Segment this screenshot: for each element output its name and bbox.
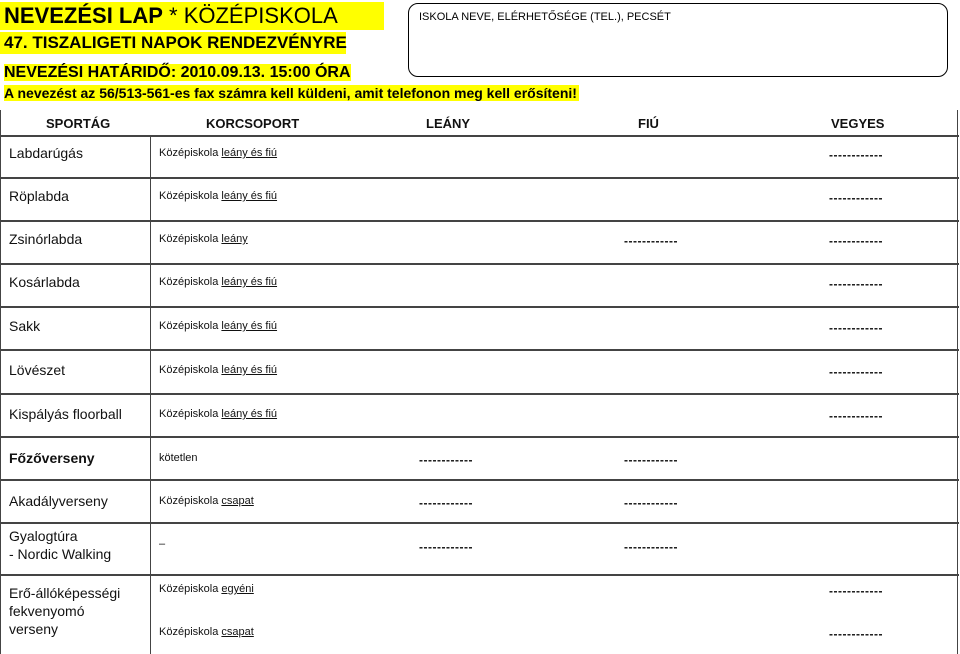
category-cell-team: Középiskola csapat bbox=[159, 626, 254, 638]
title-rest: * KÖZÉPISKOLA bbox=[162, 3, 338, 28]
mixed-dash: ------------ bbox=[829, 627, 883, 641]
column-header-boys: FIÚ bbox=[638, 116, 659, 131]
row-divider bbox=[1, 306, 959, 308]
category-cell: Középiskola csapat bbox=[159, 495, 254, 507]
sport-name: Főzőverseny bbox=[9, 450, 95, 466]
mixed-dash: ------------ bbox=[829, 584, 883, 598]
mixed-dash: ------------ bbox=[829, 234, 883, 248]
sport-name: Labdarúgás bbox=[9, 145, 83, 161]
deadline-text: NEVEZÉSI HATÁRIDŐ: 2010.09.13. 15:00 ÓRA bbox=[4, 64, 351, 81]
column-header-girls: LEÁNY bbox=[426, 116, 471, 131]
stamp-box-label: ISKOLA NEVE, ELÉRHETŐSÉGE (TEL.), PECSÉT bbox=[419, 11, 671, 23]
sport-name-line1: Gyalogtúra bbox=[9, 528, 78, 544]
sport-name-line1: Erő-állóképességi bbox=[9, 585, 121, 601]
boys-dash: ------------ bbox=[624, 453, 678, 467]
row-divider bbox=[1, 135, 959, 137]
fax-note bbox=[4, 84, 579, 102]
sport-name-line2: - Nordic Walking bbox=[9, 546, 112, 562]
entry-table bbox=[0, 110, 958, 654]
event-subtitle: 47. TISZALIGETI NAPOK RENDEZVÉNYRE bbox=[4, 33, 347, 52]
row-divider bbox=[1, 263, 959, 265]
school-stamp-box[interactable] bbox=[408, 3, 948, 77]
title-bold: NEVEZÉSI LAP bbox=[4, 3, 163, 28]
row-divider bbox=[1, 349, 959, 351]
sport-name: Zsinórlabda bbox=[9, 231, 83, 247]
category-cell: kötetlen bbox=[159, 452, 198, 464]
girls-dash: ------------ bbox=[419, 540, 473, 554]
category-cell: Középiskola leány és fiú bbox=[159, 408, 278, 420]
sport-name: Kosárlabda bbox=[9, 274, 80, 290]
boys-dash: ------------ bbox=[624, 234, 678, 248]
deadline-line bbox=[4, 62, 376, 84]
row-divider bbox=[1, 522, 959, 524]
girls-dash: ------------ bbox=[419, 496, 473, 510]
sport-name: Sakk bbox=[9, 318, 41, 334]
row-divider bbox=[1, 436, 959, 438]
category-cell: Középiskola leány és fiú bbox=[159, 147, 278, 159]
column-header-sport: SPORTÁG bbox=[46, 116, 111, 131]
category-cell: – bbox=[159, 538, 166, 550]
category-cell: Középiskola leány és fiú bbox=[159, 276, 278, 288]
page-title bbox=[4, 2, 404, 30]
category-cell: Középiskola leány és fiú bbox=[159, 320, 278, 332]
row-divider bbox=[1, 479, 959, 481]
boys-dash: ------------ bbox=[624, 496, 678, 510]
category-cell: Középiskola leány és fiú bbox=[159, 364, 278, 376]
category-cell: Középiskola leány és fiú bbox=[159, 190, 278, 202]
mixed-dash: ------------ bbox=[829, 365, 883, 379]
sport-name: Akadályverseny bbox=[9, 493, 108, 509]
mixed-dash: ------------ bbox=[829, 148, 883, 162]
column-header-mixed: VEGYES bbox=[831, 116, 885, 131]
column-header-category: KORCSOPORT bbox=[206, 116, 300, 131]
sport-name-line3: verseny bbox=[9, 621, 59, 637]
row-divider bbox=[1, 574, 959, 576]
boys-dash: ------------ bbox=[624, 540, 678, 554]
category-cell-individual: Középiskola egyéni bbox=[159, 583, 254, 595]
mixed-dash: ------------ bbox=[829, 409, 883, 423]
sport-name: Röplabda bbox=[9, 188, 69, 204]
row-divider bbox=[1, 393, 959, 395]
sport-name: Lövészet bbox=[9, 362, 66, 378]
mixed-dash: ------------ bbox=[829, 321, 883, 335]
sport-name-line2: fekvenyomó bbox=[9, 603, 85, 619]
mixed-dash: ------------ bbox=[829, 277, 883, 291]
sport-name: Kispályás floorball bbox=[9, 406, 122, 422]
girls-dash: ------------ bbox=[419, 453, 473, 467]
category-cell: Középiskola leány bbox=[159, 233, 248, 245]
mixed-dash: ------------ bbox=[829, 191, 883, 205]
fax-note-text: A nevezést az 56/513-561-es fax számra kell küldeni, amit telefonon meg kell erősíteni! bbox=[4, 85, 577, 101]
row-divider bbox=[1, 177, 959, 179]
row-divider bbox=[1, 220, 959, 222]
